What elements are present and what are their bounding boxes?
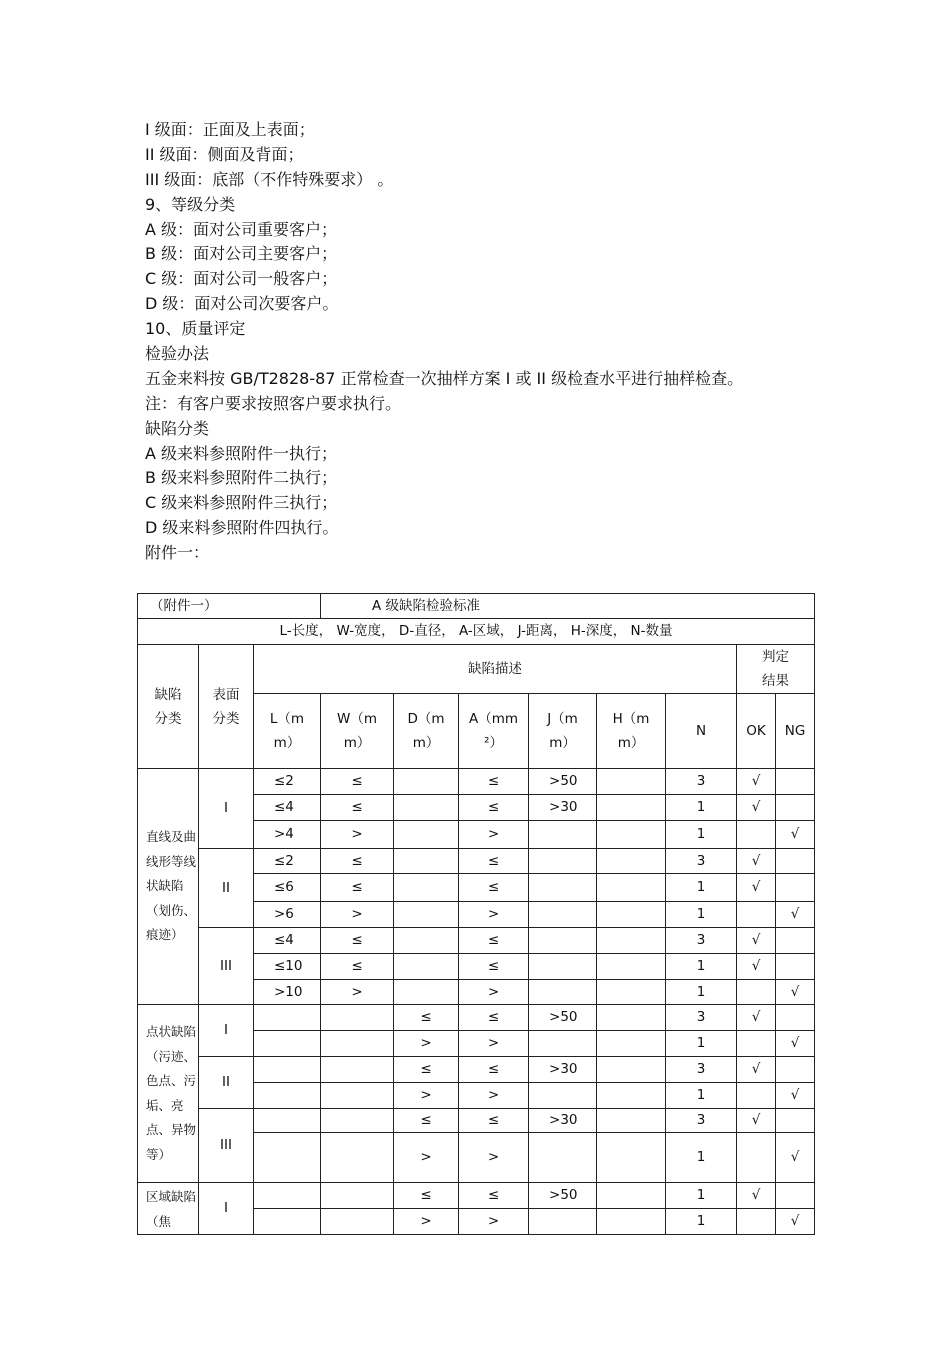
table-row: [138, 1183, 815, 1209]
cell-OK: √: [737, 928, 776, 954]
cell-A: >: [459, 980, 529, 1005]
cell-N: 1: [666, 1083, 737, 1109]
cell-N: 3: [666, 1109, 737, 1133]
cell-D: ≤: [394, 1057, 459, 1083]
table-row: [138, 769, 815, 795]
surface-level: I: [199, 769, 254, 849]
header-text: 判定结果: [762, 649, 790, 689]
cell-L: ≤10: [254, 954, 321, 980]
cell-W: [321, 1083, 394, 1109]
cell-W: [321, 1109, 394, 1133]
subheader-D: [394, 694, 459, 769]
cell-L: [254, 1083, 321, 1109]
cell-H: [597, 1005, 666, 1031]
subsection-heading: 缺陷分类: [145, 418, 210, 438]
cell-NG: [776, 1005, 815, 1031]
subheader-text: L（mm）: [269, 711, 305, 751]
cell-D: >: [394, 1133, 459, 1183]
surface-level: III: [199, 928, 254, 1005]
cell-J: >30: [529, 1057, 597, 1083]
header-judgement: [737, 645, 815, 694]
cell-L: ≤6: [254, 874, 321, 902]
subheader-W: [321, 694, 394, 769]
cell-L: ≤4: [254, 795, 321, 821]
subheader-A: [459, 694, 529, 769]
cell-W: [321, 1209, 394, 1235]
cell-A: ≤: [459, 1109, 529, 1133]
cell-H: [597, 954, 666, 980]
cell-N: 3: [666, 849, 737, 874]
cell-W: ≤: [321, 928, 394, 954]
cell-W: [321, 1057, 394, 1083]
cell-A: ≤: [459, 769, 529, 795]
cell-A: >: [459, 821, 529, 849]
attachment-tag: （附件一）: [138, 594, 321, 619]
cell-NG: [776, 1109, 815, 1133]
cell-N: 3: [666, 769, 737, 795]
cell-NG: √: [776, 902, 815, 928]
cell-H: [597, 1133, 666, 1183]
cell-N: 3: [666, 1005, 737, 1031]
cell-N: 1: [666, 821, 737, 849]
cell-N: 1: [666, 1031, 737, 1057]
header-description: 缺陷描述: [254, 645, 737, 694]
cell-A: >: [459, 902, 529, 928]
cell-NG: [776, 769, 815, 795]
section-heading: 9、等级分类: [145, 194, 236, 214]
text-line: C 级：面对公司一般客户；: [145, 269, 338, 289]
cell-L: [254, 1031, 321, 1057]
subheader-text: D（mm）: [407, 711, 445, 751]
cell-H: [597, 1083, 666, 1109]
cell-OK: √: [737, 954, 776, 980]
subheader-NG: NG: [776, 694, 815, 769]
defect-category: 直线及曲线形等线状缺陷（划伤、痕迹）: [138, 769, 199, 1005]
cell-OK: √: [737, 1005, 776, 1031]
cell-J: [529, 1209, 597, 1235]
cell-OK: √: [737, 1183, 776, 1209]
attachment-label: 附件一：: [145, 543, 210, 563]
cell-J: [529, 849, 597, 874]
cell-A: >: [459, 1209, 529, 1235]
cell-A: ≤: [459, 1183, 529, 1209]
cell-NG: [776, 1057, 815, 1083]
section-heading: 10、质量评定: [145, 319, 246, 339]
subheader-text: H（mm）: [612, 711, 650, 751]
cell-NG: [776, 928, 815, 954]
cell-H: [597, 1109, 666, 1133]
cell-NG: √: [776, 1133, 815, 1183]
cell-D: ≤: [394, 1109, 459, 1133]
cell-W: >: [321, 980, 394, 1005]
cell-H: [597, 1209, 666, 1235]
text-line: C 级来料参照附件三执行；: [145, 493, 338, 513]
cell-L: [254, 1005, 321, 1031]
text-line: A 级：面对公司重要客户；: [145, 219, 338, 239]
cell-OK: [737, 821, 776, 849]
subheader-H: [597, 694, 666, 769]
cell-J: [529, 902, 597, 928]
surface-level: III: [199, 1109, 254, 1183]
cell-A: ≤: [459, 795, 529, 821]
cell-OK: √: [737, 1057, 776, 1083]
cell-D: [394, 795, 459, 821]
cell-H: [597, 821, 666, 849]
cell-L: [254, 1109, 321, 1133]
cell-L: [254, 1183, 321, 1209]
cell-N: 1: [666, 980, 737, 1005]
surface-level: I: [199, 1183, 254, 1235]
cell-D: [394, 874, 459, 902]
cell-J: [529, 1083, 597, 1109]
cell-L: >4: [254, 821, 321, 849]
surface-level: II: [199, 1057, 254, 1109]
text-line: A 级来料参照附件一执行；: [145, 443, 338, 463]
cell-A: ≤: [459, 928, 529, 954]
cell-J: [529, 928, 597, 954]
cell-L: [254, 1209, 321, 1235]
cell-NG: [776, 954, 815, 980]
cell-N: 1: [666, 795, 737, 821]
cell-NG: √: [776, 1083, 815, 1109]
cell-D: [394, 821, 459, 849]
cell-H: [597, 874, 666, 902]
cell-D: >: [394, 1209, 459, 1235]
header-row: [138, 645, 815, 694]
cell-J: >50: [529, 1005, 597, 1031]
cell-H: [597, 928, 666, 954]
note: 注：有客户要求按照客户要求执行。: [145, 393, 402, 413]
cell-W: ≤: [321, 849, 394, 874]
header-text: 表面分类: [212, 686, 240, 727]
table-row: [138, 1005, 815, 1031]
cell-J: [529, 954, 597, 980]
cell-D: [394, 769, 459, 795]
cell-OK: [737, 980, 776, 1005]
text-line: I 级面：正面及上表面；: [145, 120, 315, 139]
cell-W: >: [321, 902, 394, 928]
legend-row: [138, 619, 815, 645]
cell-J: >50: [529, 769, 597, 795]
cell-OK: √: [737, 874, 776, 902]
defect-category: 区域缺陷（焦: [138, 1183, 199, 1235]
header-text: 缺陷分类: [154, 686, 182, 727]
cell-W: [321, 1133, 394, 1183]
text-line: III 级面：底部（不作特殊要求） 。: [145, 169, 394, 189]
subheader-L: [254, 694, 321, 769]
cell-N: 1: [666, 1133, 737, 1183]
cell-W: [321, 1031, 394, 1057]
cell-D: >: [394, 1083, 459, 1109]
cell-A: ≤: [459, 954, 529, 980]
cell-OK: [737, 1031, 776, 1057]
cell-A: ≤: [459, 1005, 529, 1031]
cell-OK: √: [737, 1109, 776, 1133]
cell-L: >10: [254, 980, 321, 1005]
cell-W: ≤: [321, 769, 394, 795]
cell-L: [254, 1133, 321, 1183]
cell-J: [529, 821, 597, 849]
cell-OK: √: [737, 849, 776, 874]
cell-NG: √: [776, 980, 815, 1005]
text-line: D 级：面对公司次要客户。: [145, 294, 339, 314]
subheader-J: [529, 694, 597, 769]
text-line: B 级来料参照附件二执行；: [145, 468, 338, 488]
cell-D: [394, 980, 459, 1005]
cell-J: [529, 1031, 597, 1057]
cell-OK: [737, 902, 776, 928]
cell-H: [597, 795, 666, 821]
subheader-text: A（mm²）: [468, 711, 519, 751]
cell-OK: [737, 1083, 776, 1109]
cell-H: [597, 980, 666, 1005]
cell-A: >: [459, 1133, 529, 1183]
cell-OK: [737, 1209, 776, 1235]
cell-N: 1: [666, 954, 737, 980]
cell-W: ≤: [321, 954, 394, 980]
cell-OK: √: [737, 795, 776, 821]
defect-category: 点状缺陷（污迹、色点、污垢、亮点、异物等）: [138, 1005, 199, 1183]
table-title-row: [138, 594, 815, 619]
header-surface: [199, 645, 254, 769]
header-defect-type: [138, 645, 199, 769]
cell-J: [529, 874, 597, 902]
cell-L: >6: [254, 902, 321, 928]
cell-OK: [737, 1133, 776, 1183]
table-row: [138, 1057, 815, 1083]
document-text: [145, 118, 825, 566]
cell-N: 3: [666, 1057, 737, 1083]
legend: L-长度， W-宽度， D-直径， A-区域， J-距离， H-深度， N-数量: [138, 619, 815, 645]
table-row: [138, 928, 815, 954]
cell-D: [394, 954, 459, 980]
cell-L: ≤4: [254, 928, 321, 954]
cell-A: >: [459, 1031, 529, 1057]
cell-A: ≤: [459, 874, 529, 902]
cell-A: ≤: [459, 849, 529, 874]
table-title: A 级缺陷检验标准: [321, 594, 815, 619]
subheader-text: J（mm）: [547, 711, 578, 751]
cell-L: [254, 1057, 321, 1083]
cell-D: [394, 849, 459, 874]
text-line: B 级：面对公司主要客户；: [145, 244, 338, 264]
cell-W: ≤: [321, 874, 394, 902]
cell-D: ≤: [394, 1183, 459, 1209]
cell-OK: √: [737, 769, 776, 795]
subheader-OK: OK: [737, 694, 776, 769]
cell-N: 1: [666, 902, 737, 928]
cell-W: [321, 1005, 394, 1031]
cell-NG: [776, 795, 815, 821]
table-row: [138, 849, 815, 874]
cell-NG: √: [776, 1031, 815, 1057]
cell-A: >: [459, 1083, 529, 1109]
cell-D: ≤: [394, 1005, 459, 1031]
cell-NG: [776, 1183, 815, 1209]
cell-N: 3: [666, 928, 737, 954]
paragraph: 五金来料按 GB/T2828-87 正常检查一次抽样方案 I 或 II 级检查水平进行抽样检查。: [145, 368, 744, 388]
cell-J: >30: [529, 1109, 597, 1133]
text-line: D 级来料参照附件四执行。: [145, 518, 339, 538]
cell-D: >: [394, 1031, 459, 1057]
cell-W: ≤: [321, 795, 394, 821]
cell-NG: [776, 874, 815, 902]
cell-L: ≤2: [254, 849, 321, 874]
cell-H: [597, 902, 666, 928]
cell-NG: √: [776, 821, 815, 849]
cell-N: 1: [666, 1183, 737, 1209]
text-line: II 级面：侧面及背面；: [145, 144, 304, 164]
subheader-N: N: [666, 694, 737, 769]
cell-H: [597, 769, 666, 795]
subheader-text: W（mm）: [337, 711, 378, 751]
cell-A: ≤: [459, 1057, 529, 1083]
surface-level: I: [199, 1005, 254, 1057]
cell-NG: √: [776, 1209, 815, 1235]
cell-L: ≤2: [254, 769, 321, 795]
cell-H: [597, 1031, 666, 1057]
cell-J: >50: [529, 1183, 597, 1209]
defect-standard-table: [137, 593, 815, 1235]
cell-H: [597, 1183, 666, 1209]
cell-NG: [776, 849, 815, 874]
cell-J: [529, 1133, 597, 1183]
cell-N: 1: [666, 1209, 737, 1235]
table-row: [138, 1109, 815, 1133]
cell-J: [529, 980, 597, 1005]
surface-level: II: [199, 849, 254, 928]
cell-H: [597, 849, 666, 874]
cell-D: [394, 902, 459, 928]
cell-D: [394, 928, 459, 954]
subsection-heading: 检验办法: [145, 344, 210, 364]
cell-H: [597, 1057, 666, 1083]
cell-N: 1: [666, 874, 737, 902]
cell-W: [321, 1183, 394, 1209]
cell-W: >: [321, 821, 394, 849]
cell-J: >30: [529, 795, 597, 821]
